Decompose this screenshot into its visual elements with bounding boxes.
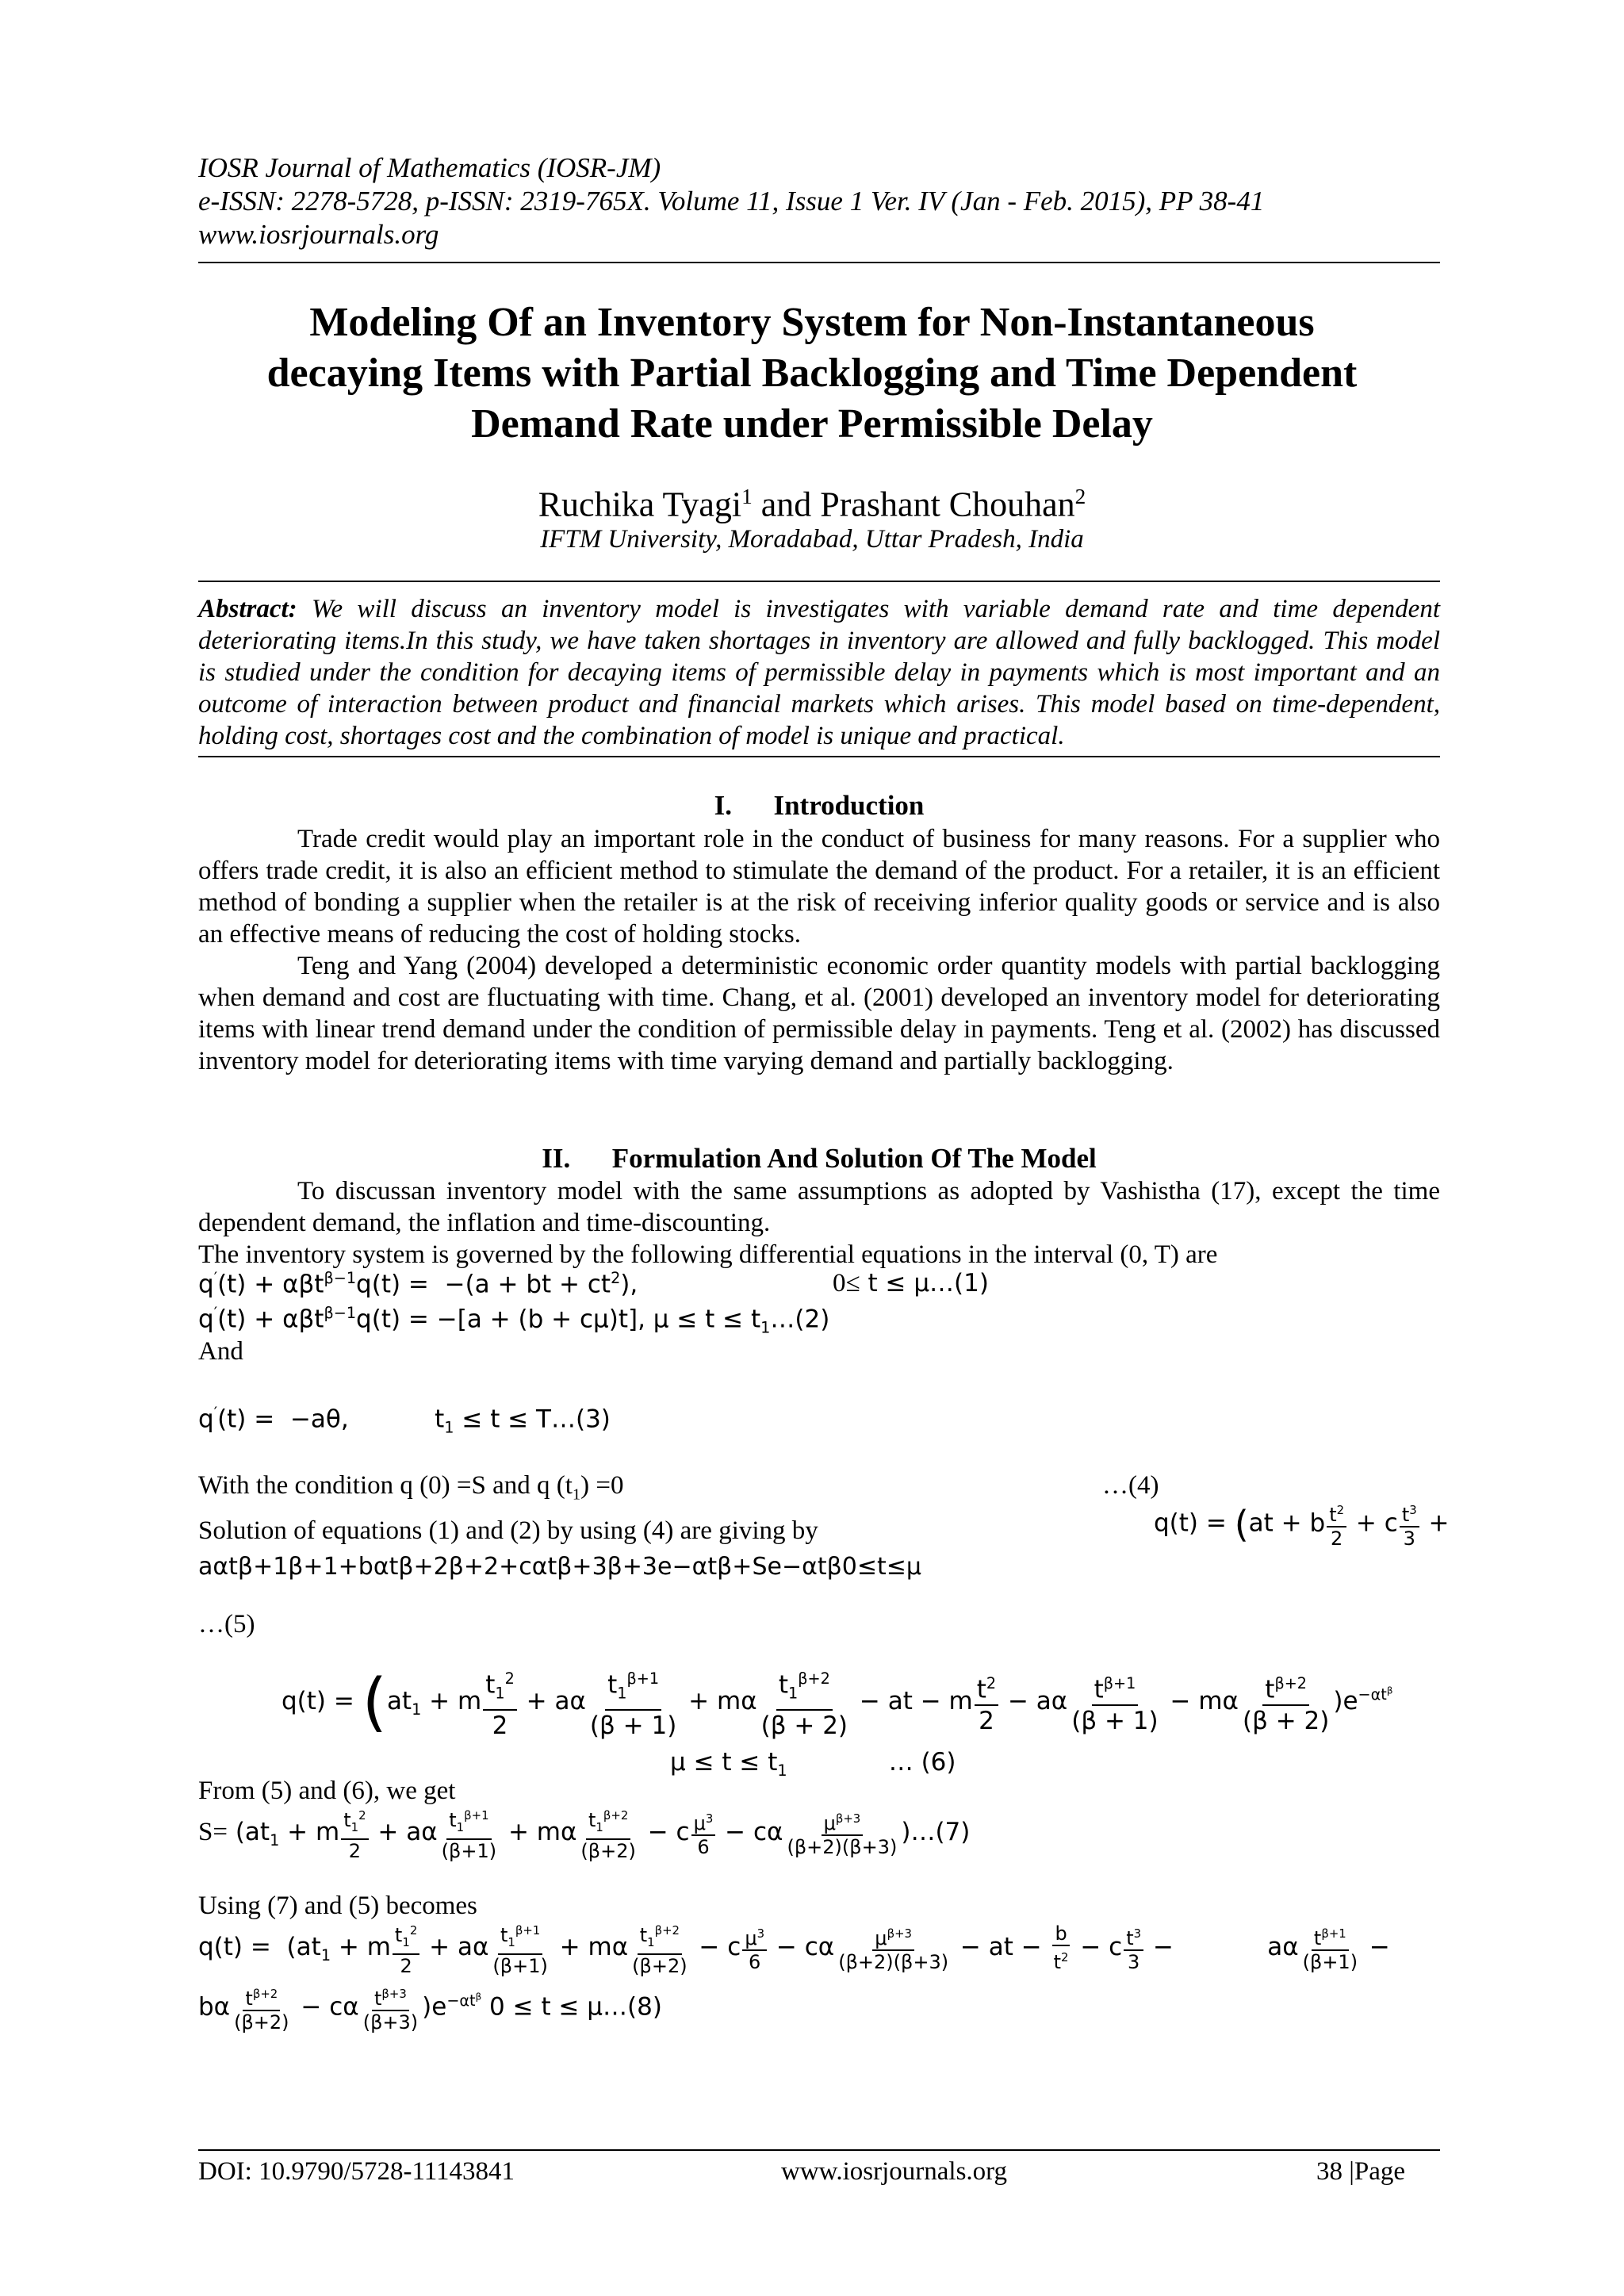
intro-paragraph-1: Trade credit would play an important role in the conduct of business for many reasons. For a supplier who offers trade credit, it is also an efficient method to stimulate the demand of the product. For a retailer, it is an efficient method of bonding a supplier when the retailer is at the risk of receiving inferior quality goods or service and is also an effective means of reducing the cost of holding stocks. — [198, 825, 1440, 949]
section-1-heading: I. Introduction — [714, 790, 925, 821]
equation-6-range: $\mu \le t \le t_1$ … (6) — [670, 1748, 956, 1780]
equation-8-line-1: $q(t) = (at_1 + m$ $\frac{t_1^2}{2}$ + aα $\frac{t_1^{\beta+1}}{(\beta+1)}$ + mα $\frac{t_1^{\beta+2}}{(\beta+2)}$ − c $\frac{\mu^3}{6}$ − cα $\frac{\mu^{\beta+3}}{(\beta+2)(\beta+3)}$ − at − $\frac{b}{t^2}$ − c $\frac{t^3}{3}$ − aα $\frac{t^{\beta+1}}{(\beta+1)}$ − — [198, 1919, 1390, 1977]
title-line-3: Demand Rate under Permissible Delay — [471, 401, 1153, 447]
footer-doi: DOI: 10.9790/5728-11143841 — [198, 2157, 515, 2186]
model-paragraph-2: The inventory system is governed by the following differential equations in the interval (0, T) are — [198, 1240, 1218, 1269]
authors: Ruchika Tyagi$^1$ and Prashant Chouhan$^2$ — [538, 485, 1086, 524]
abstract-bottom-rule — [198, 756, 1440, 757]
footer-page-number: 38 |Page — [1316, 2157, 1406, 2186]
equation-5-start: q(t) = (at + b $\frac{t^2}{2}$ + c $\frac{t^3}{3}$ + — [1154, 1499, 1450, 1550]
title-line-1: Modeling Of an Inventory System for Non-Instantaneous — [309, 300, 1315, 345]
using-text: Using (7) and (5) becomes — [198, 1892, 477, 1920]
title-line-2: decaying Items with Partial Backlogging and Time Dependent — [266, 351, 1358, 396]
abstract-label: Abstract: — [198, 595, 297, 623]
journal-name: IOSR Journal of Mathematics (IOSR-JM) — [198, 152, 661, 183]
footer-website: www.iosrjournals.org — [781, 2157, 1008, 2186]
equation-7: $S= (at_1 + m$ $\frac{t_1^2}{2}$ + aα $\frac{t_1^{\beta+1}}{(\beta+1)}$ + mα $\frac{t_1^{\beta+2}}{(\beta+2)}$ − c $\frac{\mu^3}{6}$ − cα $\frac{\mu^{\beta+3}}{(\beta+2)(\beta+3)}$ )…(7) — [198, 1804, 970, 1862]
and-text: And — [198, 1337, 243, 1366]
author-1: Ruchika Tyagi — [538, 485, 742, 524]
header-rule — [198, 262, 1440, 263]
footer-rule — [198, 2149, 1440, 2151]
equation-6: $q(t) = (at_1 + m$ $\frac{t_1^2}{2}$ + aα $\frac{t_1^{\beta+1}}{(\beta + 1)}$ + mα $\frac{t_1^{\beta+2}}{(\beta + 2)}$ − at − m $\frac{t^2}{2}$ − aα $\frac{t^{\beta+1}}{(\beta + 1)}$ − mα $\frac{t^{\beta+2}}{(\beta + 2)}$ )$e^{-\alpha t^\beta}$ — [282, 1665, 1393, 1740]
equation-1-range: 0≤ t ≤ μ…(1) — [833, 1269, 989, 1297]
abstract — [198, 593, 1440, 752]
equation-1: q′(t) + αβt$^{\beta-1}$q(t) = −(a + bt + $ct^2$), — [198, 1269, 638, 1299]
abstract-top-rule — [198, 581, 1440, 582]
solution-text: Solution of equations (1) and (2) by using (4) are giving by — [198, 1516, 818, 1545]
section-2-heading: II. Formulation And Solution Of The Model — [542, 1143, 1097, 1174]
issn-line: e-ISSN: 2278-5728, p-ISSN: 2319-765X. Volume 11, Issue 1 Ver. IV (Jan - Feb. 2015), PP 38-41 — [198, 186, 1265, 217]
equation-4-label: …(4) — [1102, 1471, 1159, 1500]
author-2: Prashant Chouhan — [820, 485, 1075, 524]
affiliation: IFTM University, Moradabad, Uttar Pradesh, India — [540, 525, 1084, 554]
model-paragraph-1: To discussan inventory model with the same assumptions as adopted by Vashistha (17), except the time dependent demand, the inflation and time-discounting. — [198, 1177, 1440, 1237]
garbled-equation-line: aαtβ+1β+1+bαtβ+2β+2+cαtβ+3β+3e−αtβ+Se−αtβ0≤t≤μ — [198, 1553, 921, 1581]
equation-2: q′(t) + αβt$^{\beta-1}$q(t) = −[a + (b + cμ)t], $\mu \le t \le t_1\dots(2)$ — [198, 1304, 830, 1337]
from-text: From (5) and (6), we get — [198, 1777, 456, 1805]
equation-3: q′(t) = −aθ, $t_1 \le t$ ≤ T…(3) — [198, 1404, 611, 1437]
equation-8-line-2: bα $\frac{t^{\beta+2}}{(\beta+2)}$ − cα $\frac{t^{\beta+3}}{(\beta+3)}$ )$e^{-\alpha t^\beta}$ 0 ≤ t ≤ μ…(8) — [198, 1983, 662, 2033]
condition-line: With the condition q (0) =S and q $(t_1) =0$ — [198, 1471, 624, 1504]
abstract-text: We will discuss an inventory model is investigates with variable demand rate and time dependent deteriorating items.In this study, we have taken shortages in inventory are allowed and fully backlogged. This model is studied under the condition for decaying items of permissible delay in payments which is most important and an outcome of interaction between product and financial markets which arises. This model based on time-dependent, holding cost, shortages cost and the combination of model is unique and practical. — [198, 595, 1440, 750]
header-website: www.iosrjournals.org — [198, 219, 439, 250]
equation-5-label: …(5) — [198, 1610, 255, 1639]
intro-paragraph-2: Teng and Yang (2004) developed a deterministic economic order quantity models with partial backlogging when demand and cost are fluctuating with time. Chang, et al. (2001) developed an inventory model for deteriorating items with linear trend demand under the condition of permissible delay in payments. Teng et al. (2002) has discussed inventory model for deteriorating items with time varying demand and partially backlogging. — [198, 952, 1440, 1075]
